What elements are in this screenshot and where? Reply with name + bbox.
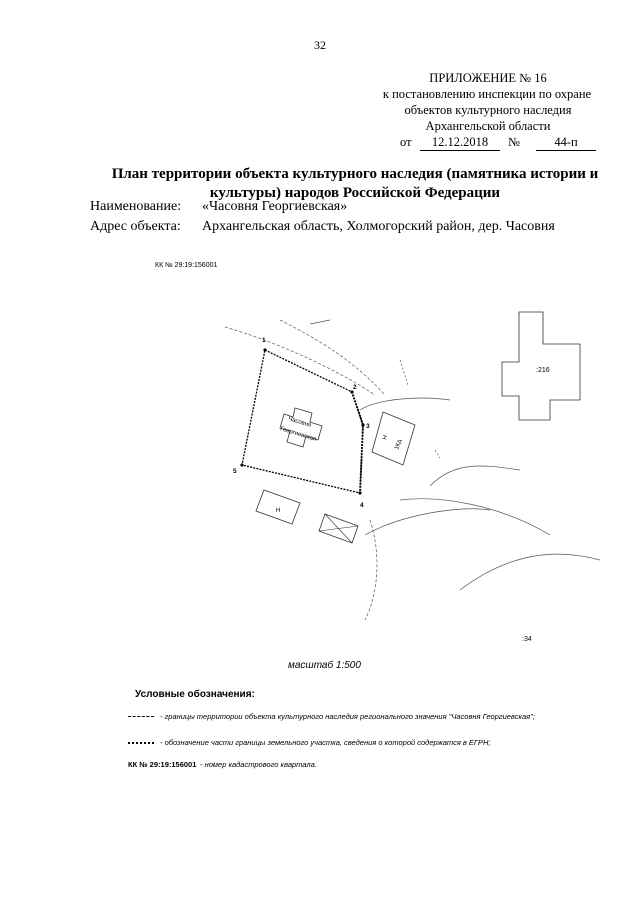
boundary-point-5	[240, 463, 243, 466]
page-number: 32	[314, 38, 326, 52]
shed-hatched	[319, 514, 358, 543]
boundary-point-1	[263, 348, 266, 351]
point-label-5: 5	[233, 468, 237, 475]
plot-34-label: :34	[522, 636, 532, 643]
point-label-2: 2	[353, 384, 357, 391]
name-row	[90, 199, 630, 219]
appendix-title: ПРИЛОЖЕНИЕ № 16	[429, 71, 547, 85]
chapel-label-1: Часовня	[287, 416, 312, 429]
appendix-date-row	[400, 135, 600, 153]
house-right-label: Н	[382, 434, 390, 441]
plot-216-label: :216	[536, 367, 550, 374]
legend-item-1-text: - границы территории объекта культурного наследия регионального значения "Часовня Георгиевская";	[160, 712, 535, 721]
building-216	[502, 312, 580, 420]
legend-cadastral-code: КК № 29:19:156001	[128, 760, 197, 769]
roads	[225, 320, 600, 620]
point-label-4: 4	[360, 502, 364, 509]
cadastral-label: КК № 29:19:156001	[155, 262, 218, 269]
legend-item-3-text: - номер кадастрового квартала.	[200, 760, 317, 769]
appendix-number: 44-п	[536, 135, 596, 151]
address-row	[90, 219, 630, 239]
name-label: Наименование:	[90, 199, 182, 214]
appendix-date: 12.12.2018	[420, 135, 500, 151]
site-plan-map	[200, 300, 600, 660]
point-label-1: 1	[262, 337, 266, 344]
house-right	[372, 412, 415, 465]
document-title: План территории объекта культурного наследия (памятника истории и культуры) народов Российской Федерации	[111, 166, 599, 201]
house-floors-label: 1Кд	[394, 438, 404, 451]
appendix-line-1: к постановлению инспекции по охране	[382, 87, 592, 101]
map-scale: масштаб 1:500	[288, 660, 361, 671]
boundary-point-3	[361, 423, 364, 426]
point-label-3: 3	[366, 423, 370, 430]
appendix-line-2: объектов культурного наследия	[404, 103, 572, 117]
appendix-line-3: Архангельской области	[425, 119, 551, 133]
address-label: Адрес объекта:	[90, 219, 181, 234]
address-value: Архангельская область, Холмогорский район, дер. Часовня	[202, 219, 555, 234]
egrn-boundary	[352, 392, 363, 493]
legend-dashed-line-icon	[128, 716, 154, 717]
number-label: №	[508, 135, 520, 149]
legend-dotted-line-icon	[128, 742, 154, 744]
from-label: от	[400, 135, 412, 149]
house-left	[256, 490, 300, 524]
legend-title: Условные обозначения:	[135, 689, 255, 700]
chapel-label-2: Георгиевская	[279, 426, 317, 443]
house-left-label: Н	[276, 508, 281, 514]
name-value: «Часовня Георгиевская»	[202, 199, 348, 214]
boundary-point-4	[358, 491, 361, 494]
legend-item-2-text: - обозначение части границы земельного участка, сведения о которой содержатся в ЕГРН;	[160, 738, 491, 747]
